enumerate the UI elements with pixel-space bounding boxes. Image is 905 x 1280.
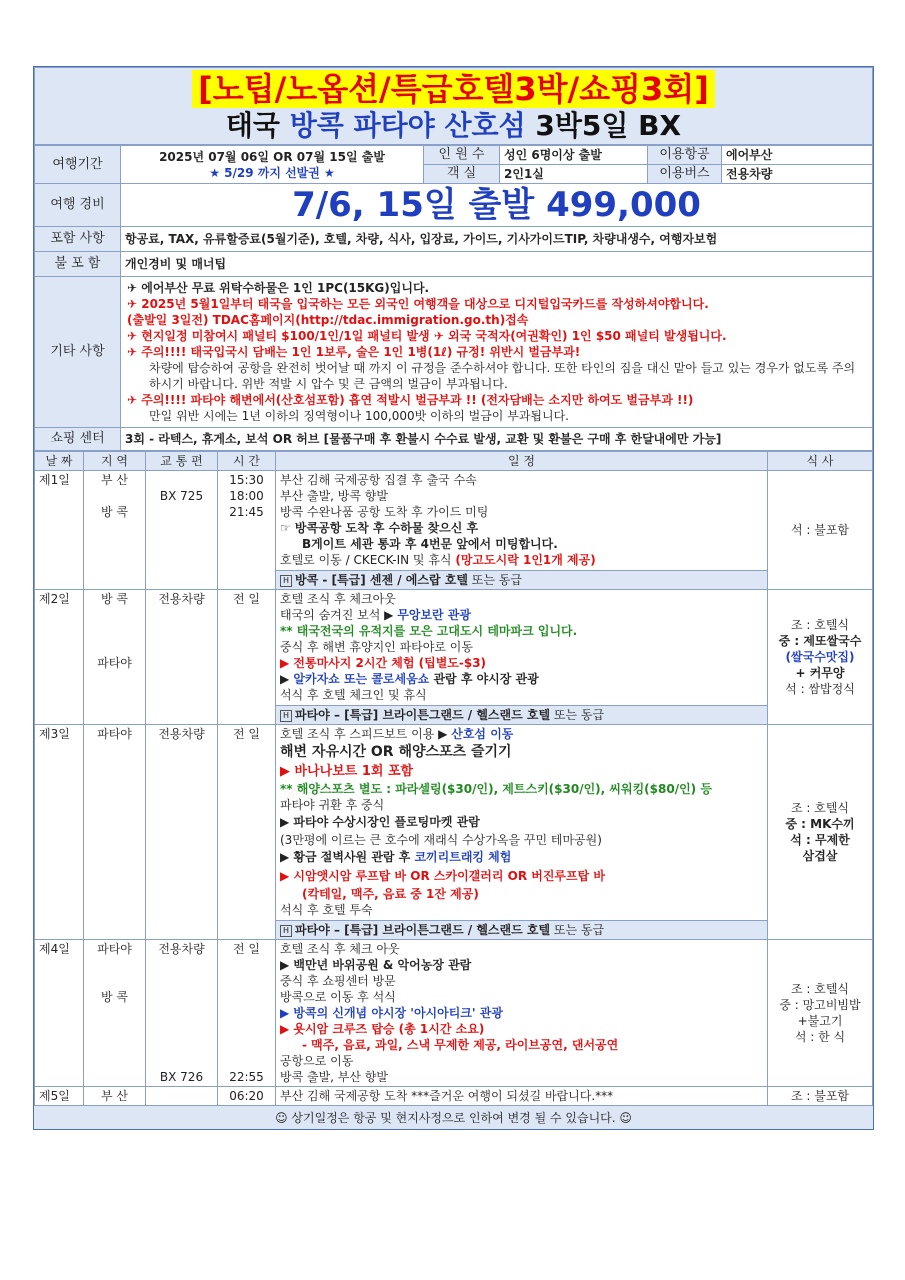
- include-value: 항공료, TAX, 유류할증료(5월기준), 호텔, 차량, 식사, 입장료, 가이드, 기사가이드TIP, 차량내생수, 여행자보험: [121, 227, 873, 252]
- schedule-line: [280, 607, 763, 623]
- schedule-line: 방콕 수완나품 공항 도착 후 가이드 미팅: [280, 505, 489, 519]
- bus-value: 전용차량: [722, 165, 873, 184]
- shop-value: 3회 - 라텍스, 휴게소, 보석 OR 허브 [물품구매 후 환불시 수수료 발생, 교환 및 환불은 구매 후 한달내에만 가능]: [121, 428, 873, 451]
- etc-note: ✈ 주의!!!! 태국입국시 담배는 1인 1보루, 술은 1인 1병(1ℓ) 규정! 위반시 벌금부과!: [127, 345, 581, 359]
- shop-label: 쇼핑 센터: [35, 428, 121, 451]
- day4-schedule: [276, 940, 768, 1087]
- day3-schedule: [276, 725, 768, 940]
- day5-row: [35, 1087, 873, 1106]
- schedule-highlight: 산호섬 이동: [451, 727, 514, 741]
- etc-note: 만일 위반 시에는 1년 이하의 징역형이나 100,000밧 이하의 벌금이 부과됩니다.: [149, 409, 569, 423]
- bus-label: 이용버스: [648, 165, 722, 184]
- schedule-highlight: 코끼리트래킹 체험: [414, 850, 512, 864]
- meal: 중 : 제또쌀국수: [778, 634, 862, 648]
- schedule-line: 호텔 조식 후 체크아웃: [280, 592, 396, 606]
- day5-time: 06:20: [218, 1087, 276, 1106]
- time: 22:55: [229, 1070, 264, 1084]
- etc-label: 기타 사항: [35, 277, 121, 428]
- schedule-highlight: (망고도시락 1인1개 제공): [455, 553, 596, 567]
- header-transport: 교 통 편: [146, 452, 218, 471]
- schedule-line: ** 태국전국의 유적지를 모은 고대도시 테마파크 입니다.: [280, 624, 578, 638]
- schedule-line: (3만평에 이르는 큰 호수에 재래식 수상가옥을 꾸민 테마공원): [280, 833, 602, 847]
- schedule-line: 석식 후 호텔 체크인 및 휴식: [280, 688, 427, 702]
- schedule-line: [280, 726, 763, 742]
- meal: 중 : 망고비빔밥: [779, 998, 861, 1012]
- day2-region: [84, 590, 146, 725]
- day1-transport: [146, 471, 218, 590]
- schedule-text: 관람 후 야시장 관광: [429, 672, 539, 686]
- etc-note: (출발일 3일전) TDAC홈페이지(http://tdac.immigration.go.th)접속: [127, 313, 529, 327]
- schedule-line: ▶ 파타야 수상시장인 플로팅마켓 관람: [280, 815, 480, 829]
- etc-note: ✈ 현지일정 미참여시 패널티 $100/1인/1일 패널티 발생 ✈ 외국 국적자(여권확인) 1인 $50 패널티 발생됩니다.: [127, 329, 727, 343]
- day2-transport: 전용차량: [146, 590, 218, 725]
- meal: 석 : 쌈밥정식: [785, 682, 855, 696]
- day1-time: [218, 471, 276, 590]
- day4-row: [35, 940, 873, 1087]
- day1-meal: 석 : 불포함: [768, 471, 873, 590]
- schedule-line: [280, 848, 763, 867]
- schedule-line: [280, 671, 763, 687]
- time: 15:30: [229, 473, 264, 487]
- tour-title-cities: 방콕 파타야 산호섬: [289, 109, 526, 142]
- transport: 전용차량: [158, 942, 205, 956]
- day4-time: [218, 940, 276, 1087]
- day2-time: 전 일: [218, 590, 276, 725]
- schedule-line: (칵테일, 맥주, 음료 중 1잔 제공): [302, 887, 479, 901]
- day4-region: [84, 940, 146, 1087]
- schedule-text: 호텔로 이동 / CKECK-IN 및 휴식: [280, 553, 456, 567]
- exclude-value: 개인경비 및 매너팁: [121, 252, 873, 277]
- early-ticketing-note: ★ 5/29 까지 선발권 ★: [209, 165, 335, 180]
- schedule-highlight: 무앙보란 관광: [397, 608, 471, 622]
- period-dates: 2025년 07월 06일 OR 07월 15일 출발: [159, 149, 385, 164]
- tour-title-country: 태국: [225, 109, 290, 142]
- schedule-line: 방콕으로 이동 후 석식: [280, 990, 396, 1004]
- meal: + 커무양: [795, 666, 845, 680]
- flight: BX 725: [159, 489, 204, 503]
- schedule-line: 부산 김해 국제공항 집결 후 출국 수속: [280, 473, 477, 487]
- meal: 조 : 호텔식: [790, 618, 850, 632]
- day5-schedule: 부산 김해 국제공항 도착 ***즐거운 여행이 되셨길 바랍니다.***: [276, 1087, 768, 1106]
- hotel-name: 파타야 – [특급] 브라이튼그랜드 / 헬스랜드 호텔: [295, 708, 551, 722]
- day1-label: 제1일: [35, 471, 84, 590]
- schedule-line: ▶ 시암앳시암 루프탑 바 OR 스카이갤러리 OR 버진루프탑 바: [280, 869, 605, 883]
- airline-label: 이용항공: [648, 146, 722, 165]
- schedule-line: 부산 출발, 방콕 향발: [280, 489, 388, 503]
- time: 전 일: [233, 942, 260, 956]
- region: 파타야: [97, 942, 132, 956]
- schedule-line: ▶ 방콕의 신개념 야시장 '아시아티크' 관광: [280, 1006, 503, 1020]
- info-table: [34, 145, 873, 451]
- schedule-line: ▶ 욧시암 크루즈 탑승 (총 1시간 소요): [280, 1022, 485, 1036]
- room-label: 객 실: [424, 165, 500, 184]
- header-date: 날 짜: [35, 452, 84, 471]
- hotel-suffix: 또는 동급: [550, 923, 605, 937]
- day3-row: [35, 725, 873, 940]
- schedule-line: ▶ 바나나보트 1회 포함: [280, 764, 414, 779]
- day1-region: [84, 471, 146, 590]
- day4-label: 제4일: [35, 940, 84, 1087]
- day2-row: [35, 590, 873, 725]
- cost-label: 여행 경비: [35, 184, 121, 227]
- schedule-line: ☞ 방콕공항 도착 후 수하물 찾으신 후: [280, 521, 479, 535]
- hotel-icon: H: [280, 710, 292, 722]
- time: 18:00: [229, 489, 264, 503]
- include-label: 포함 사항: [35, 227, 121, 252]
- day1-hotel: [276, 570, 767, 589]
- flight: BX 726: [159, 1070, 204, 1084]
- schedule-line: B게이트 세관 통과 후 4번문 앞에서 미팅합니다.: [302, 537, 558, 551]
- meal: 중 : MK수끼: [785, 817, 855, 831]
- meal: 조 : 호텔식: [790, 982, 850, 996]
- region: 부 산: [101, 473, 128, 487]
- day5-label: 제5일: [35, 1087, 84, 1106]
- region: 방 콕: [101, 592, 128, 606]
- day2-schedule: [276, 590, 768, 725]
- meal: 석 : 한 식: [794, 1030, 846, 1044]
- schedule-line: 중식 후 쇼핑센터 방문: [280, 974, 396, 988]
- day3-time: 전 일: [218, 725, 276, 940]
- schedule-header: [35, 452, 873, 471]
- schedule-line: 방콕 출발, 부산 향발: [280, 1070, 388, 1084]
- day2-meal: [768, 590, 873, 725]
- people-label: 인 원 수: [424, 146, 500, 165]
- day3-hotel: [276, 920, 767, 939]
- header-meal: 식 사: [768, 452, 873, 471]
- schedule-line: 호텔 조식 후 체크 아웃: [280, 942, 400, 956]
- schedule-line: ▶ 전통마사지 2시간 체험 (팁별도-$3): [280, 656, 487, 670]
- schedule-line: - 맥주, 음료, 과일, 스낵 무제한 제공, 라이브공연, 댄서공연: [302, 1038, 619, 1052]
- schedule-table: [34, 451, 873, 1106]
- period-label: 여행기간: [35, 146, 121, 184]
- meal: 삼겹살: [802, 849, 838, 863]
- day2-hotel: [276, 705, 767, 724]
- schedule-highlight: 알카자쇼 또는 콜로세움쇼: [293, 672, 430, 686]
- cost-value: 7/6, 15일 출발 499,000: [121, 184, 873, 227]
- day1-row: [35, 471, 873, 590]
- time: 21:45: [229, 505, 264, 519]
- day2-label: 제2일: [35, 590, 84, 725]
- title-block: [34, 67, 873, 145]
- meal: 조 : 호텔식: [790, 801, 850, 815]
- day5-meal: 조 : 불포함: [768, 1087, 873, 1106]
- header-schedule: 일 정: [276, 452, 768, 471]
- airline-value: 에어부산: [722, 146, 873, 165]
- day5-region: 부 산: [84, 1087, 146, 1106]
- etc-note: 차량에 탑승하여 공항을 완전히 벗어날 때 까지 이 규정을 준수하셔야 합니다. 또한 타인의 짐을 대신 맡아 들고 있는 경우가 없도록 주의하시기 바랍니다. 위반 적발 시 압수 및 큰 금액의 벌금이 부과됩니다.: [149, 361, 856, 391]
- etc-note: ✈ 주의!!!! 파타야 해변에서(산호섬포함) 흡연 적발시 벌금부과 !! (전자담배는 소지만 하여도 벌금부과 !!): [127, 393, 694, 407]
- hotel-icon: H: [280, 925, 292, 937]
- day5-transport: [146, 1087, 218, 1106]
- room-value: 2인1실: [500, 165, 648, 184]
- schedule-line: 공항으로 이동: [280, 1054, 354, 1068]
- schedule-line: 중식 후 해변 휴양지인 파타야로 이동: [280, 640, 473, 654]
- tour-title: [35, 108, 872, 144]
- meal: (쌀국수맛집): [785, 650, 855, 664]
- header-region: 지 역: [84, 452, 146, 471]
- meal: +불고기: [797, 1014, 843, 1028]
- etc-note: ✈ 2025년 5월1일부터 태국을 입국하는 모든 외국인 여행객을 대상으로 디지털입국카드를 작성하셔야합니다.: [127, 297, 709, 311]
- schedule-line: 석식 후 호텔 투숙: [280, 903, 373, 917]
- etc-notes: [121, 277, 873, 428]
- day1-schedule: [276, 471, 768, 590]
- hotel-name: 방콕 - [특급] 센젠 / 에스랍 호텔: [295, 573, 468, 587]
- region: 방 콕: [101, 990, 128, 1004]
- schedule-text: ▶ 황금 절벽사원 관람 후: [280, 850, 415, 864]
- schedule-line: ▶ 백만년 바위공원 & 악어농장 관람: [280, 958, 472, 972]
- tour-title-duration: 3박5일 BX: [525, 109, 682, 142]
- hotel-suffix: 또는 동급: [467, 573, 522, 587]
- headline-banner: [노팁/노옵션/특급호텔3박/쇼핑3회]: [192, 70, 715, 108]
- itinerary-sheet: [33, 66, 874, 1130]
- schedule-text: 태국의 숨겨진 보석 ▶: [280, 608, 398, 622]
- region: 파타야: [97, 656, 132, 670]
- etc-note: ✈ 에어부산 무료 위탁수하물은 1인 1PC(15KG)입니다.: [127, 281, 430, 295]
- schedule-line: 파타야 귀환 후 중식: [280, 798, 385, 812]
- schedule-text: ▶: [280, 672, 294, 686]
- day4-meal: [768, 940, 873, 1087]
- header-time: 시 간: [218, 452, 276, 471]
- exclude-label: 불 포 함: [35, 252, 121, 277]
- schedule-text: 호텔 조식 후 스피드보트 이용 ▶: [280, 727, 452, 741]
- schedule-line: 해변 자유시간 OR 해양스포츠 즐기기: [280, 744, 512, 760]
- people-value: 성인 6명이상 출발: [500, 146, 648, 165]
- schedule-line: ** 해양스포츠 별도 : 파라셀링($30/인), 제트스키($30/인), 씨워킹($80/인) 등: [280, 782, 712, 796]
- hotel-suffix: 또는 동급: [550, 708, 605, 722]
- footer-note: ☺ 상기일정은 항공 및 현지사정으로 인하여 변경 될 수 있습니다. ☺: [34, 1106, 873, 1129]
- period-value: [121, 146, 424, 184]
- region: 방 콕: [101, 505, 128, 519]
- day4-transport: [146, 940, 218, 1087]
- hotel-name: 파타야 – [특급] 브라이튼그랜드 / 헬스랜드 호텔: [295, 923, 551, 937]
- meal: 석 : 무제한: [790, 833, 850, 847]
- day3-transport: 전용차량: [146, 725, 218, 940]
- schedule-line: [280, 552, 763, 568]
- day3-meal: [768, 725, 873, 940]
- day3-region: 파타야: [84, 725, 146, 940]
- day3-label: 제3일: [35, 725, 84, 940]
- hotel-icon: H: [280, 575, 292, 587]
